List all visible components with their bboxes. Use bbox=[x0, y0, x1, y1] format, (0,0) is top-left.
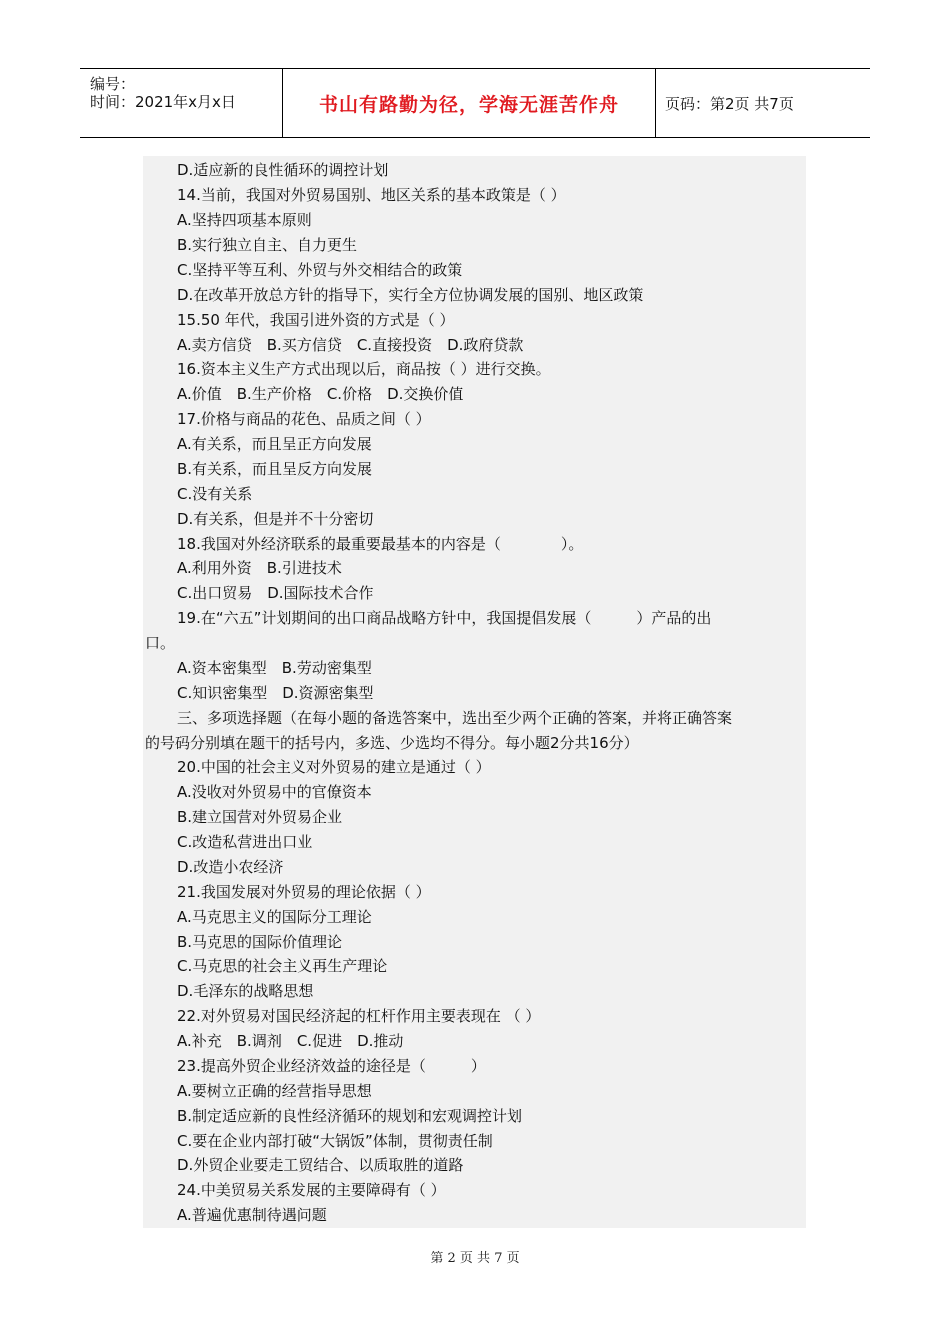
option-line: C.要在企业内部打破“大锅饭”体制，贯彻责任制 bbox=[177, 1132, 493, 1150]
option-line: A.有关系，而且呈正方向发展 bbox=[177, 435, 372, 453]
option-line: B.制定适应新的良性经济循环的规划和宏观调控计划 bbox=[177, 1107, 523, 1125]
question-16: 16.资本主义生产方式出现以后，商品按（ ）进行交换。 bbox=[177, 360, 551, 378]
option-line: B.马克思的国际价值理论 bbox=[177, 933, 343, 951]
question-19: 19.在“六五”计划期间的出口商品战略方针中，我国提倡发展（ ）产品的出 bbox=[177, 609, 712, 627]
option-line: C.出口贸易 D.国际技术合作 bbox=[177, 584, 374, 602]
header-page-info: 页码：第2页 共7页 bbox=[665, 94, 794, 113]
question-23: 23.提高外贸企业经济效益的途径是（ ） bbox=[177, 1057, 486, 1075]
option-line: C.知识密集型 D.资源密集型 bbox=[177, 684, 374, 702]
option-line: D.改造小农经济 bbox=[177, 858, 284, 876]
question-21: 21.我国发展对外贸易的理论依据（ ） bbox=[177, 883, 431, 901]
header-motto-cell bbox=[282, 69, 656, 137]
question-24: 24.中美贸易关系发展的主要障碍有（ ） bbox=[177, 1181, 446, 1199]
option-line: D.有关系，但是并不十分密切 bbox=[177, 510, 374, 528]
option-line: B.实行独立自主、自力更生 bbox=[177, 236, 358, 254]
question-14: 14.当前，我国对外贸易国别、地区关系的基本政策是（ ） bbox=[177, 186, 566, 204]
option-line: B.有关系，而且呈反方向发展 bbox=[177, 460, 373, 478]
page-footer: 第 2 页 共 7 页 bbox=[430, 1251, 520, 1266]
document-body bbox=[143, 156, 806, 1228]
header-page-cell bbox=[656, 69, 879, 137]
section-heading-cont: 的号码分别填在题干的括号内，多选、少选均不得分。每小题2分共16分） bbox=[145, 734, 639, 752]
option-line: B.建立国营对外贸易企业 bbox=[177, 808, 343, 826]
option-line: D.在改革开放总方针的指导下，实行全方位协调发展的国别、地区政策 bbox=[177, 286, 644, 304]
option-line: A.价值 B.生产价格 C.价格 D.交换价值 bbox=[177, 385, 464, 403]
header-motto: 书山有路勤为径，学海无涯苦作舟 bbox=[318, 93, 619, 116]
option-line: C.没有关系 bbox=[177, 485, 253, 503]
option-line: A.没收对外贸易中的官僚资本 bbox=[177, 783, 372, 801]
time-label: 时间：2021年x月x日 bbox=[90, 93, 236, 111]
option-line: C.坚持平等互利、外贸与外交相结合的政策 bbox=[177, 261, 463, 279]
option-line: A.马克思主义的国际分工理论 bbox=[177, 908, 372, 926]
option-line: A.卖方信贷 B.买方信贷 C.直接投资 D.政府贷款 bbox=[177, 336, 524, 354]
option-line: A.资本密集型 B.劳动密集型 bbox=[177, 659, 372, 677]
page-header bbox=[80, 68, 870, 138]
option-line: A.普遍优惠制待遇问题 bbox=[177, 1206, 327, 1224]
header-meta bbox=[80, 69, 282, 137]
question-22: 22.对外贸易对国民经济起的杠杆作用主要表现在 （ ） bbox=[177, 1007, 541, 1025]
section-heading: 三、多项选择题（在每小题的备选答案中，选出至少两个正确的答案，并将正确答案 bbox=[177, 709, 733, 727]
question-17: 17.价格与商品的花色、品质之间（ ） bbox=[177, 410, 431, 428]
option-line: A.补充 B.调剂 C.促进 D.推动 bbox=[177, 1032, 404, 1050]
option-line: A.利用外资 B.引进技术 bbox=[177, 559, 342, 577]
question-15: 15.50 年代，我国引进外资的方式是（ ） bbox=[177, 311, 455, 329]
option-line: C.改造私营进出口业 bbox=[177, 833, 313, 851]
option-line: D.外贸企业要走工贸结合、以质取胜的道路 bbox=[177, 1156, 464, 1174]
text-line: D.适应新的良性循环的调控计划 bbox=[177, 161, 389, 179]
serial-label: 编号： bbox=[90, 75, 136, 93]
question-19-cont: 口。 bbox=[145, 634, 176, 652]
option-line: C.马克思的社会主义再生产理论 bbox=[177, 957, 388, 975]
option-line: D.毛泽东的战略思想 bbox=[177, 982, 314, 1000]
question-20: 20.中国的社会主义对外贸易的建立是通过（ ） bbox=[177, 758, 491, 776]
question-18: 18.我国对外经济联系的最重要最基本的内容是（ ）。 bbox=[177, 535, 584, 553]
option-line: A.要树立正确的经营指导思想 bbox=[177, 1082, 372, 1100]
option-line: A.坚持四项基本原则 bbox=[177, 211, 312, 229]
